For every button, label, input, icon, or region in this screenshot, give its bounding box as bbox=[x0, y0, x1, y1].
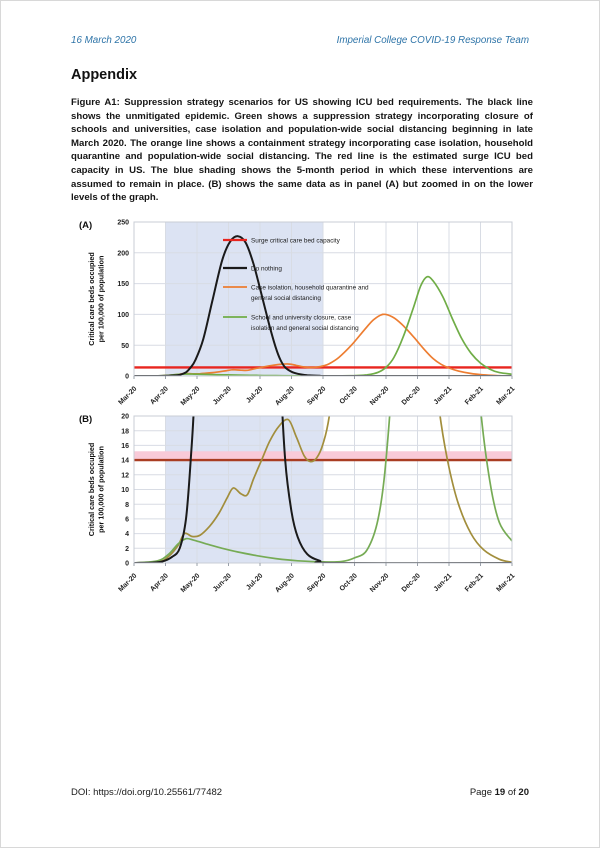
y-tick-label: 100 bbox=[117, 312, 129, 319]
y-tick-label: 10 bbox=[121, 487, 129, 495]
chart-panel-b bbox=[71, 406, 531, 606]
x-tick-label: Jan-21 bbox=[432, 572, 454, 594]
y-axis bbox=[121, 414, 129, 568]
legend-label: Surge critical care bed capacity bbox=[251, 237, 340, 245]
y-tick-label: 12 bbox=[121, 472, 129, 480]
legend-label: School and university closure, case bbox=[251, 314, 352, 322]
x-tick-label: Dec-20 bbox=[400, 572, 422, 594]
x-tick-label: Aug-20 bbox=[274, 385, 296, 408]
x-tick-label: Jul-20 bbox=[245, 572, 265, 592]
chart-panel-a bbox=[71, 213, 531, 413]
x-tick-label: Oct-20 bbox=[338, 385, 359, 406]
y-axis-title: Critical care beds occupied bbox=[87, 442, 96, 537]
chart-svg-a bbox=[71, 213, 531, 413]
page-indicator: Page 19 of 20 bbox=[469, 787, 529, 798]
y-tick-label: 14 bbox=[121, 457, 129, 465]
y-axis-title: Critical care beds occupied bbox=[87, 252, 96, 346]
x-tick-label: Oct-20 bbox=[338, 572, 359, 593]
y-tick-label: 2 bbox=[125, 545, 129, 553]
legend-label: isolation and general social distancing bbox=[251, 324, 359, 332]
legend-label: Case isolation, household quarantine and bbox=[251, 284, 369, 292]
x-tick-label: Nov-20 bbox=[368, 572, 391, 594]
x-tick-label: Jun-20 bbox=[212, 572, 233, 594]
panel-label: (A) bbox=[79, 220, 93, 231]
x-tick-label: Jan-21 bbox=[432, 385, 454, 407]
y-tick-label: 250 bbox=[117, 219, 129, 227]
header-date: 16 March 2020 bbox=[71, 35, 137, 46]
y-tick-label: 16 bbox=[121, 443, 129, 450]
x-tick-label: May-20 bbox=[179, 572, 202, 595]
y-tick-label: 18 bbox=[121, 428, 129, 436]
y-axis bbox=[117, 220, 129, 381]
section-title: Appendix bbox=[71, 67, 138, 83]
x-tick-label: Mar-21 bbox=[495, 385, 517, 407]
x-axis bbox=[117, 560, 517, 595]
y-tick-label: 0 bbox=[125, 560, 129, 568]
y-tick-label: 0 bbox=[125, 373, 129, 381]
x-tick-label: Mar-20 bbox=[117, 572, 139, 594]
x-tick-label: Nov-20 bbox=[368, 385, 391, 407]
y-tick-label: 200 bbox=[117, 250, 129, 258]
chart-svg-b bbox=[71, 406, 531, 606]
x-tick-label: Mar-20 bbox=[117, 385, 139, 407]
x-tick-label: Feb-21 bbox=[464, 385, 485, 407]
y-tick-label: 20 bbox=[121, 413, 129, 421]
x-tick-label: Dec-20 bbox=[400, 385, 422, 407]
legend-label: Do nothing bbox=[251, 265, 282, 273]
page-header bbox=[71, 35, 529, 46]
x-tick-label: Jun-20 bbox=[212, 385, 233, 407]
y-tick-label: 6 bbox=[125, 516, 129, 524]
y-axis-title: per 100,000 of population bbox=[96, 255, 106, 343]
page-footer bbox=[71, 787, 529, 798]
header-organization: Imperial College COVID-19 Response Team bbox=[336, 35, 529, 46]
legend-label: general social distancing bbox=[251, 294, 321, 302]
y-axis-title: per 100,000 of population bbox=[96, 446, 106, 533]
x-tick-label: Mar-21 bbox=[495, 572, 517, 594]
x-tick-label: Sep-20 bbox=[306, 385, 328, 407]
y-tick-label: 50 bbox=[121, 342, 129, 350]
figure-caption: Figure A1: Suppression strategy scenarios for US showing ICU bed requirements. The black line shows the unmitigated epidemic. Green shows a suppression strategy incorporating closure of schools and universities, case isolation and population-wide social distancing beginning in late March 2020. The orange line shows a containment strategy incorporating case isolation, household quarantine and population-wide social distancing. The red line is the estimated surge ICU bed capacity in US. The blue shading shows the 5-month period in which these interventions are assumed to remain in place. (B) shows the same data as in panel (A) but zoomed in on the lower levels of the graph. bbox=[71, 97, 533, 204]
x-tick-label: Sep-20 bbox=[306, 572, 328, 594]
y-tick-label: 4 bbox=[125, 531, 129, 539]
doi-link[interactable]: DOI: https://doi.org/10.25561/77482 bbox=[71, 787, 223, 798]
x-tick-label: Apr-20 bbox=[149, 572, 170, 594]
panel-label: (B) bbox=[79, 414, 93, 425]
x-tick-label: Feb-21 bbox=[464, 572, 485, 594]
y-tick-label: 150 bbox=[117, 281, 129, 289]
y-tick-label: 8 bbox=[125, 501, 129, 509]
x-tick-label: Aug-20 bbox=[274, 572, 296, 595]
x-axis bbox=[117, 373, 517, 408]
x-tick-label: Apr-20 bbox=[149, 385, 170, 407]
x-tick-label: May-20 bbox=[179, 385, 202, 408]
x-tick-label: Jul-20 bbox=[245, 385, 265, 405]
